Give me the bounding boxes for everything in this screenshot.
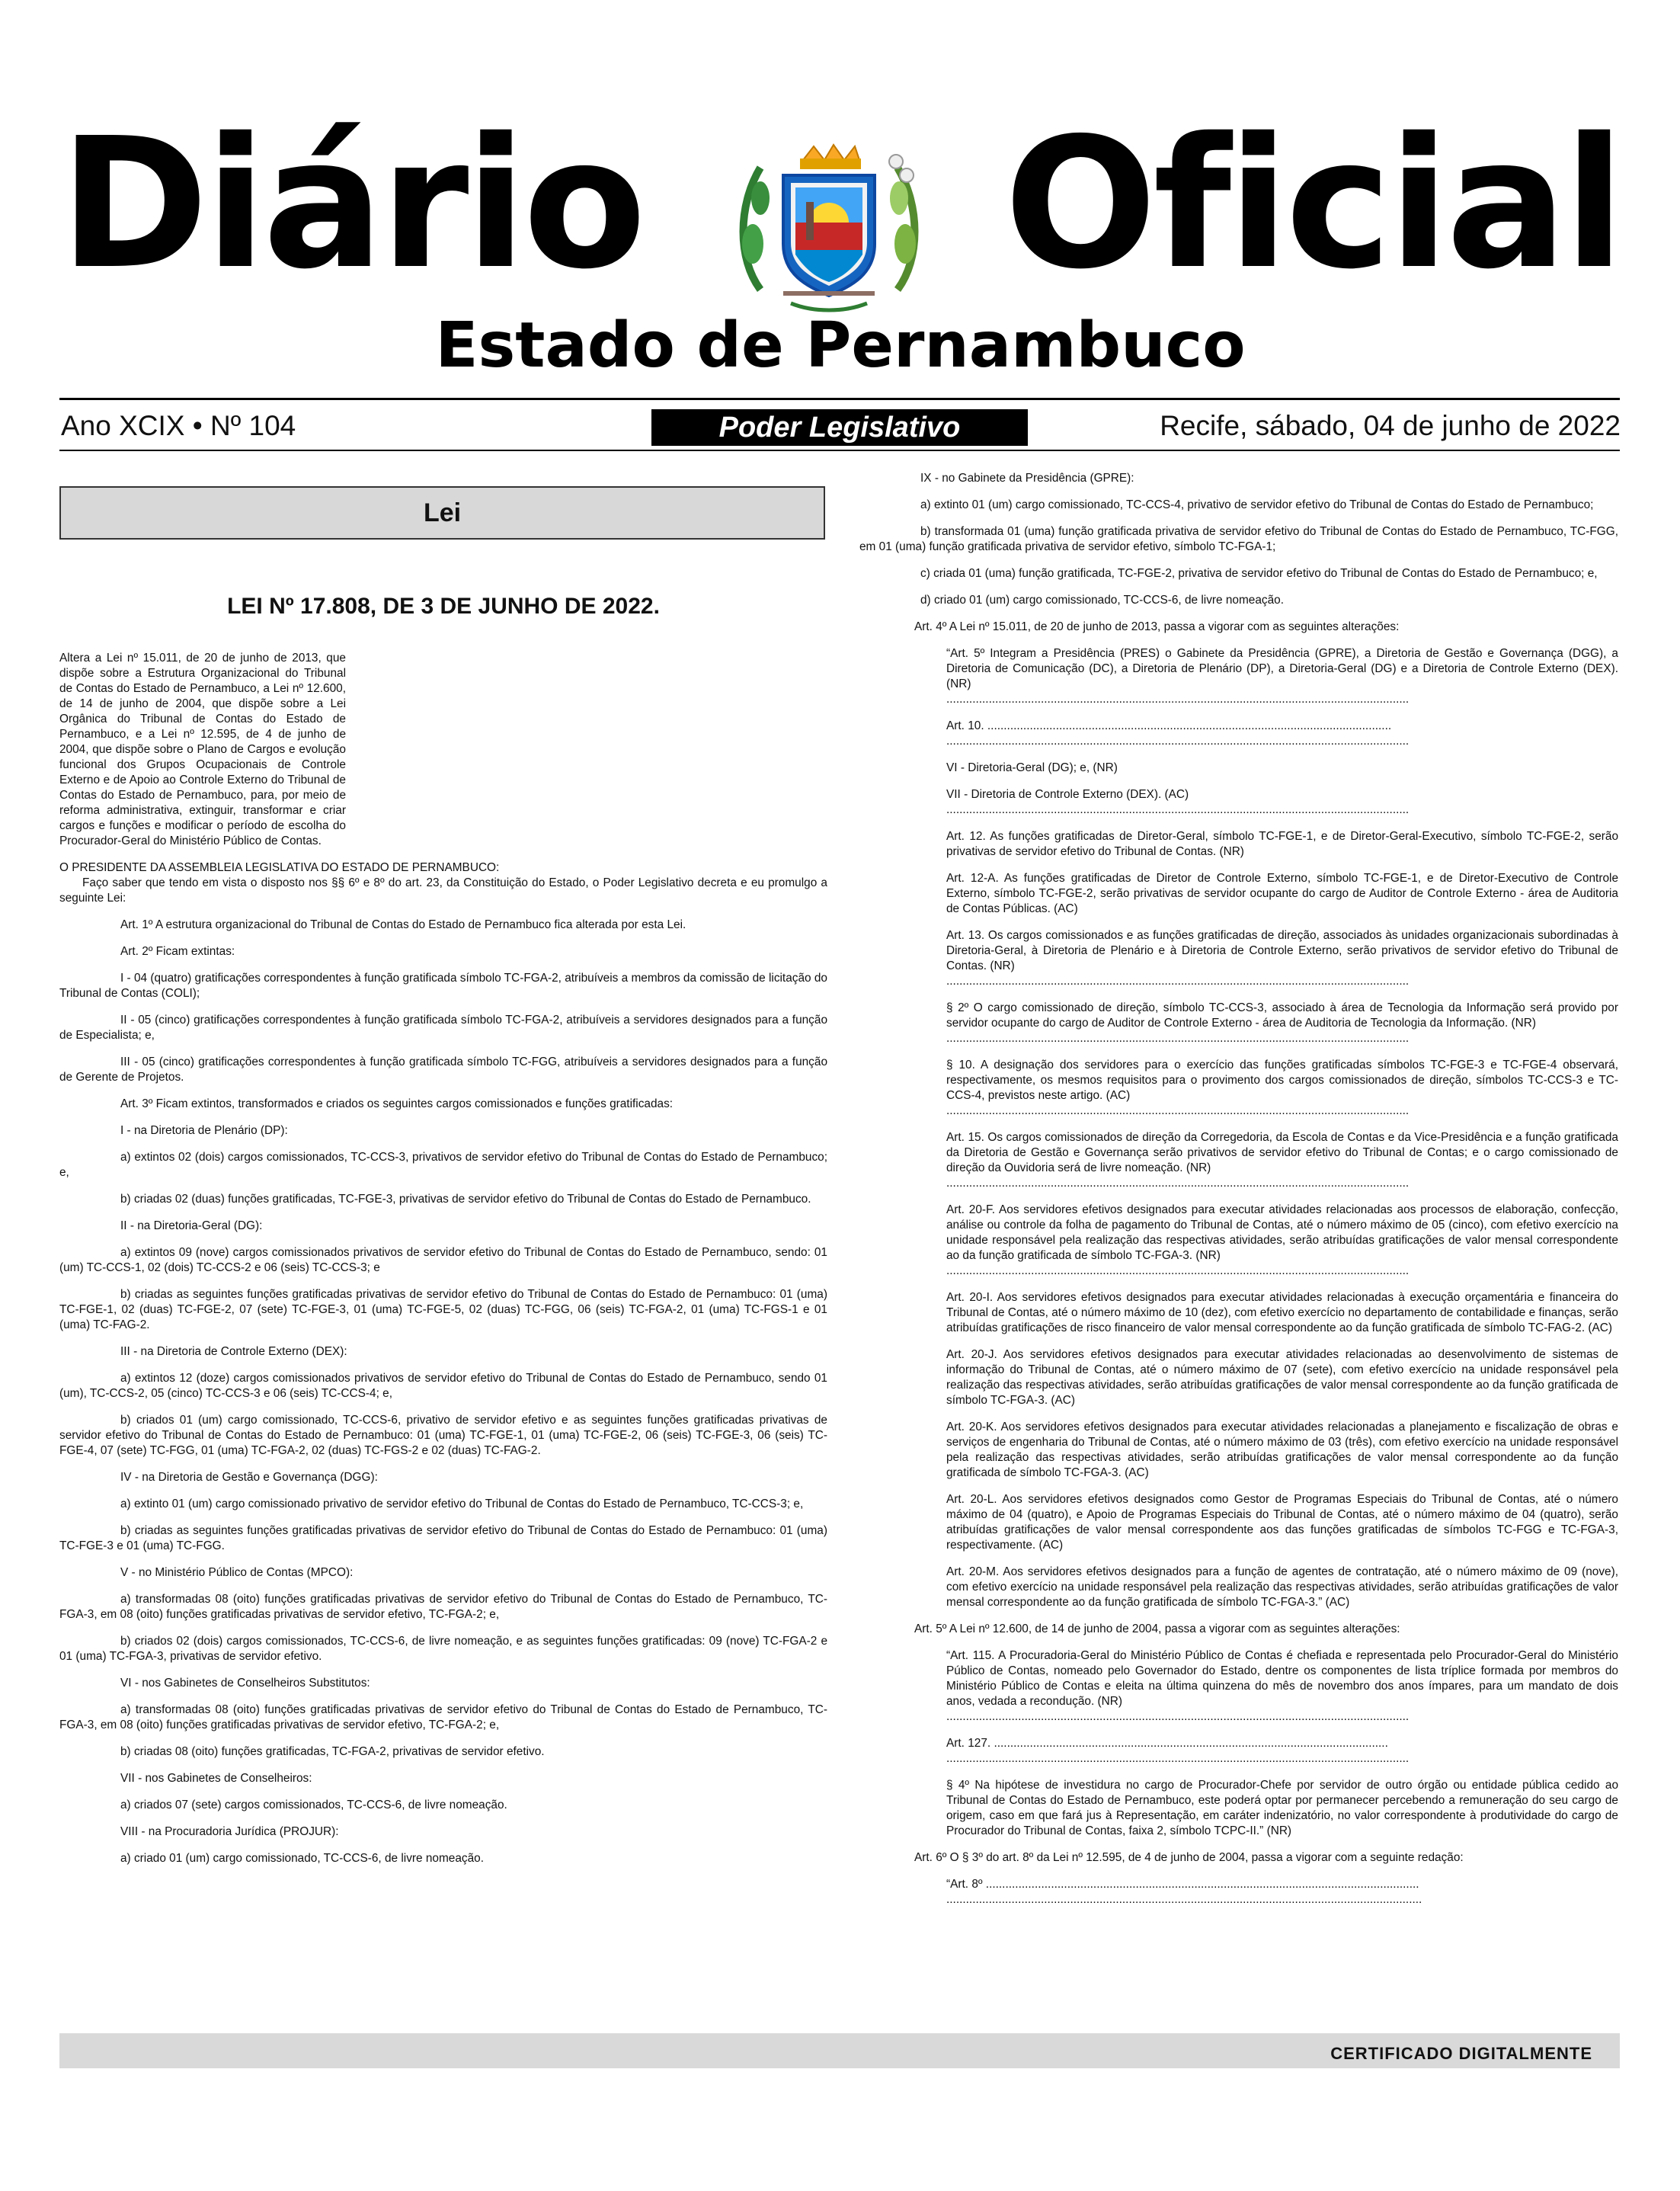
left-column bbox=[59, 471, 827, 1878]
paragraph: a) extinto 01 (um) cargo comissionado privativo de servidor efetivo do Tribunal de Contas do Estado de Pernambuco, TC-CCS-3; e, bbox=[120, 1498, 804, 1510]
quoted-article: VI - Diretoria-Geral (DG); e, (NR) bbox=[946, 761, 1118, 774]
quoted-article: Art. 15. Os cargos comissionados de direção da Corregedoria, da Escola de Contas e da Vice-Presidência e a função gratificada da Diretoria de Gestão e Governança serão privativos de servidor efetivo do Tribunal de Contas; e o cargo comissionado de direção da Ouvidoria será de livre nomeação. (NR) bbox=[946, 1131, 1618, 1174]
paragraph: II - 05 (cinco) gratificações correspondentes à função gratificada símbolo TC-FGA-2, atribuíveis a servidores designados para a função de Especialista; e, bbox=[59, 1014, 827, 1042]
paragraph: IX - no Gabinete da Presidência (GPRE): bbox=[920, 472, 1134, 485]
paragraph: Art. 6º O § 3º do art. 8º da Lei nº 12.595, de 4 de junho de 2004, passa a vigorar com a seguinte redação: bbox=[914, 1851, 1464, 1864]
ellipsis-line: .................................................................................................................................................. bbox=[946, 1893, 1422, 1906]
paragraph: Art. 1º A estrutura organizacional do Tribunal de Contas do Estado de Pernambuco fica alterada por esta Lei. bbox=[120, 918, 686, 931]
left-paragraphs bbox=[59, 918, 827, 1866]
paragraph: a) transformadas 08 (oito) funções gratificadas privativas de servidor efetivo do Tribunal de Contas do Estado de Pernambuco, TC-FGA-3, em 08 (oito) funções gratificadas privativas de servidor efetivo, TC-FGA-2; e, bbox=[59, 1703, 827, 1731]
paragraph: c) criada 01 (uma) função gratificada, TC-FGE-2, privativa de servidor efetivo do Tribunal de Contas do Estado de Pernambuco; e, bbox=[920, 567, 1598, 580]
paragraph: a) extinto 01 (um) cargo comissionado, TC-CCS-4, privativo de servidor efetivo do Tribunal de Contas do Estado de Pernambuco; bbox=[920, 498, 1594, 511]
edition-number: Ano XCIX • Nº 104 bbox=[61, 410, 296, 441]
paragraph: III - 05 (cinco) gratificações correspondentes à função gratificada símbolo TC-FGG, atribuíveis a servidores designados para a função de Gerente de Projetos. bbox=[59, 1055, 827, 1084]
right-column bbox=[859, 471, 1618, 1919]
ellipsis-line: .............................................................................................................................................. bbox=[946, 975, 1410, 988]
masthead-subtitle: Estado de Pernambuco bbox=[435, 309, 1246, 382]
law-summary: Altera a Lei nº 15.011, de 20 de junho de 2013, que dispõe sobre a Estrutura Organizacional do Tribunal de Contas do Estado de Pernambuco, a Lei nº 12.600, de 14 de junho de 2004, que dispõe sobre a Lei Orgânica do Tribunal de Contas do Estado de Pernambuco, e a Lei nº 12.595, de 4 de junho de 2004, que dispõe sobre o Plano de Cargos e evolução funcional dos Grupos Ocupacionais de Controle Externo e de Apoio ao Controle Externo do Tribunal de Contas do Estado de Pernambuco, para, por meio de reforma administrativa, extinguir, transformar e criar cargos e funções e modificar o período de escolha do Procurador-Geral do Ministério Público de Contas. bbox=[59, 652, 346, 847]
masthead-title-left: Diário bbox=[59, 99, 643, 309]
quoted-article: Art. 12-A. As funções gratificadas de Diretor de Controle Externo, símbolo TC-FGE-1, e de Diretor-Executivo de Controle Externo, símbolo TC-FGE-2, serão privativas de servidor ocupante do cargo de Auditor de Controle Externo - área de Auditoria de Contas Públicas. (AC) bbox=[946, 872, 1618, 915]
enacting-clause: Faço saber que tendo em vista o disposto nos §§ 6º e 8º do art. 23, da Constituição do Estado, o Poder Legislativo decreta e eu promulgo a seguinte Lei: bbox=[59, 876, 827, 905]
masthead bbox=[59, 99, 1621, 382]
ellipsis-line: .............................................................................................................................................. bbox=[946, 1710, 1410, 1723]
paragraph: I - 04 (quatro) gratificações correspondentes à função gratificada símbolo TC-FGA-2, atribuíveis a membros da comissão de licitação do Tribunal de Contas (COLI); bbox=[59, 972, 827, 1000]
quoted-article: VII - Diretoria de Controle Externo (DEX). (AC) bbox=[946, 788, 1189, 801]
quoted-article: Art. 20-M. Aos servidores efetivos designados para a função de agentes de contratação, até o número máximo de 09 (nove), com efetivo exercício na unidade responsável pela realização das respectivas atividades, serão atribuídas gratificações de valor mensal correspondente ao da função gratificada de símbolo TC-FGA-3.” (AC) bbox=[946, 1565, 1618, 1609]
ellipsis-line: .............................................................................................................................................. bbox=[946, 803, 1410, 816]
paragraph: IV - na Diretoria de Gestão e Governança (DGG): bbox=[120, 1471, 378, 1484]
paragraph: a) criados 07 (sete) cargos comissionados, TC-CCS-6, de livre nomeação. bbox=[120, 1799, 507, 1811]
paragraph: a) extintos 09 (nove) cargos comissionados privativos de servidor efetivo do Tribunal de Contas do Estado de Pernambuco, sendo: 01 (um) TC-CCS-1, 02 (dois) TC-CCS-2 e 06 (seis) TC-CCS-3; e bbox=[59, 1246, 827, 1274]
pernambuco-coat-of-arms-icon bbox=[730, 130, 928, 320]
quoted-article: “Art. 5º Integram a Presidência (PRES) o Gabinete da Presidência (GPRE), a Diretoria de Gestão e Governança (DGG), a Diretoria de Comunicação (DC), a Diretoria de Plenário (DP), a Diretoria-Geral (DG) e a Diretoria de Controle Externo (DEX). (NR) bbox=[946, 647, 1618, 690]
paragraph: a) criado 01 (um) cargo comissionado, TC-CCS-6, de livre nomeação. bbox=[120, 1852, 485, 1865]
paragraph: d) criado 01 (um) cargo comissionado, TC-CCS-6, de livre nomeação. bbox=[920, 594, 1285, 607]
paragraph: b) criadas as seguintes funções gratificadas privativas de servidor efetivo do Tribunal de Contas do Estado de Pernambuco: 01 (uma) TC-FGE-1, 02 (duas) TC-FGE-2, 07 (sete) TC-FGE-3, 01 (uma) TC-FGE-5, 02 (duas) TC-FGG, 06 (seis) TC-FGA-2, 01 (uma) TC-FGS-1 e 01 (uma) TC-FAG-2. bbox=[59, 1288, 827, 1331]
ellipsis-line: .............................................................................................................................................. bbox=[946, 1752, 1410, 1765]
quoted-article: § 4º Na hipótese de investidura no cargo de Procurador-Chefe por servidor de outro órgão ou entidade pública cedido ao Tribunal de Contas do Estado de Pernambuco, este poderá optar por permanecer percebendo a remuneração do seu cargo de origem, caso em que fará jus à Representação, em caráter indenizatório, no valor correspondente à produtividade do cargo de Procurador do Tribunal de Contas, faixa 2, símbolo TCPC-II.” (NR) bbox=[946, 1779, 1618, 1837]
quoted-article: § 2º O cargo comissionado de direção, símbolo TC-CCS-3, associado à área de Tecnologia da Informação será provido por servidor ocupante do cargo de Auditor de Controle Externo - área de Auditoria de Tecnologia da Informação. (NR) bbox=[946, 1001, 1618, 1030]
paragraph: b) criados 01 (um) cargo comissionado, TC-CCS-6, privativo de servidor efetivo e as seguintes funções gratificadas privativas de servidor efetivo do Tribunal de Contas do Estado de Pernambuco: 01 (uma) TC-FGE-1, 01 (uma) TC-FGE-2, 06 (seis) TC-FGE-3, 06 (seis) TC-FGE-4, 07 (sete) TC-FGG, 01 (uma) TC-FGA-2, 02 (duas) TC-FGS-2 e 02 (duas) TC-FAG-2. bbox=[59, 1414, 827, 1457]
paragraph: a) extintos 12 (doze) cargos comissionados privativos de servidor efetivo do Tribunal de Contas do Estado de Pernambuco, sendo 01 (um), TC-CCS-2, 05 (cinco) TC-CCS-3 e 06 (seis) TC-CCS-4; e, bbox=[59, 1372, 827, 1400]
quoted-article: Art. 12. As funções gratificadas de Diretor-Geral, símbolo TC-FGE-1, e de Diretor-Geral-Executivo, símbolo TC-FGE-2, serão privativas de servidor efetivo do Tribunal de Contas. (NR) bbox=[946, 830, 1618, 858]
masthead-title-right: Oficial bbox=[1003, 99, 1621, 309]
quoted-article: Art. 20-F. Aos servidores efetivos designados para executar atividades relacionadas aos processos de elaboração, confecção, análise ou controle da folha de pagamento do Tribunal de Contas, até o número máximo de 05 (cinco), com efetivo exercício na unidade responsável pela realização das respectivas atividades, serão atribuídas gratificações de valor mensal correspondente ao da função gratificada de símbolo TC-FGA-3. (NR) bbox=[946, 1203, 1618, 1262]
digital-certificate-label: CERTIFICADO DIGITALMENTE bbox=[1330, 2044, 1592, 2063]
quoted-article: Art. 20-K. Aos servidores efetivos designados para executar atividades relacionadas a planejamento e fiscalização de obras e serviços de engenharia do Tribunal de Contas, até o número máximo de 03 (três), com efetivo exercício na unidade responsável pela realização das respectivas atividades, serão atribuídas gratificações de valor mensal correspondente ao da função gratificada de símbolo TC-FGA-3. (AC) bbox=[946, 1421, 1618, 1479]
enacting-authority: O PRESIDENTE DA ASSEMBLEIA LEGISLATIVA DO ESTADO DE PERNAMBUCO: bbox=[59, 861, 500, 874]
paragraph: a) extintos 02 (dois) cargos comissionados, TC-CCS-3, privativos de servidor efetivo do Tribunal de Contas do Estado de Pernambuco; e, bbox=[59, 1151, 827, 1179]
quoted-article: Art. 127. ......................................................................................................................... bbox=[946, 1737, 1388, 1750]
quoted-article: “Art. 8º ..................................................................................................................................... bbox=[946, 1878, 1419, 1891]
section-banner: Poder Legislativo bbox=[651, 409, 1028, 446]
header-rule bbox=[59, 398, 1620, 400]
paragraph: VIII - na Procuradoria Jurídica (PROJUR): bbox=[120, 1825, 339, 1838]
paragraph: b) criadas 08 (oito) funções gratificadas, TC-FGA-2, privativas de servidor efetivo. bbox=[120, 1745, 545, 1758]
paragraph: VII - nos Gabinetes de Conselheiros: bbox=[120, 1772, 312, 1785]
quoted-article: Art. 20-L. Aos servidores efetivos designados como Gestor de Programas Especiais do Tribunal de Contas, até o número máximo de 04 (quatro), e Apoio de Programas Especiais do Tribunal de Contas, até o número máximo de 04 (quatro), serão atribuídas gratificações de valor mensal correspondente aos das funções gratificadas de símbolos TC-FGG e TC-FGA-3, respectivamente. (AC) bbox=[946, 1493, 1618, 1552]
footer-bar bbox=[59, 2033, 1620, 2068]
paragraph: V - no Ministério Público de Contas (MPCO): bbox=[120, 1566, 354, 1579]
quoted-article: Art. 10. ............................................................................................................................ bbox=[946, 719, 1392, 732]
quoted-article: § 10. A designação dos servidores para o exercício das funções gratificadas símbolos TC-FGE-3 e TC-FGE-4 observará, respectivamente, os mesmos requisitos para o provimento dos cargos comissionados de direção, símbolos TC-CCS-3 e TC-CCS-4, previstos neste artigo. (AC) bbox=[946, 1059, 1618, 1102]
paragraph: III - na Diretoria de Controle Externo (DEX): bbox=[120, 1345, 347, 1358]
quoted-article: Art. 20-I. Aos servidores efetivos designados para executar atividades relacionadas à execução orçamentária e financeira do Tribunal de Contas, até o número máximo de 10 (dez), com efetivo exercício no departamento de contabilidade e finanças, serão atribuídas gratificações de risco financeiro de valor mensal correspondente ao da função gratificada de símbolo TC-FAG-2. (AC) bbox=[946, 1291, 1618, 1334]
quoted-article: Art. 20-J. Aos servidores efetivos designados para executar atividades relacionadas ao desenvolvimento de sistemas de informação do Tribunal de Contas, até o número máximo de 07 (sete), com efetivo exercício na unidade responsável pela realização das respectivas atividades, serão atribuídas gratificações de valor mensal correspondente ao da função gratificada de símbolo TC-FGA-3. (AC) bbox=[946, 1348, 1618, 1407]
paragraph: Art. 4º A Lei nº 15.011, de 20 de junho de 2013, passa a vigorar com as seguintes alterações: bbox=[914, 620, 1400, 633]
paragraph: I - na Diretoria de Plenário (DP): bbox=[120, 1124, 288, 1137]
quoted-article: Art. 13. Os cargos comissionados e as funções gratificadas de direção, associados às unidades organizacionais subordinadas à Diretoria-Geral, à Diretoria de Plenário e à Diretoria de Controle Externo, serão privativos de servidor efetivo do Tribunal de Contas. (NR) bbox=[946, 929, 1618, 972]
paragraph: VI - nos Gabinetes de Conselheiros Substitutos: bbox=[120, 1677, 370, 1690]
paragraph: a) transformadas 08 (oito) funções gratificadas privativas de servidor efetivo do Tribunal de Contas do Estado de Pernambuco, TC-FGA-3, em 08 (oito) funções gratificadas privativas de servidor efetivo, TC-FGA-2; e, bbox=[59, 1593, 827, 1621]
paragraph: b) criadas 02 (duas) funções gratificadas, TC-FGE-3, privativas de servidor efetivo do Tribunal de Contas do Estado de Pernambuco. bbox=[120, 1193, 811, 1206]
ellipsis-line: .............................................................................................................................................. bbox=[946, 1104, 1410, 1117]
quoted-article: “Art. 115. A Procuradoria-Geral do Ministério Público de Contas é chefiada e representada pelo Procurador-Geral do Ministério Público de Contas, nomeado pelo Governador do Estado, dentre os componentes de lista tríplice formada por membros do Ministério Público de Contas e eleita na última quinzena do mês de novembro dos anos ímpares, para um mandato de dois anos, vedada a recondução. (NR) bbox=[946, 1649, 1618, 1708]
issue-date: Recife, sábado, 04 de junho de 2022 bbox=[1160, 410, 1621, 441]
law-title: LEI Nº 17.808, DE 3 DE JUNHO DE 2022. bbox=[227, 594, 660, 619]
paragraph: b) criadas as seguintes funções gratificadas privativas de servidor efetivo do Tribunal de Contas do Estado de Pernambuco: 01 (uma) TC-FGE-3 e 01 (uma) TC-FGG. bbox=[59, 1524, 827, 1552]
paragraph: Art. 2º Ficam extintas: bbox=[120, 945, 235, 958]
section-box-lei: Lei bbox=[59, 486, 825, 540]
header-rule-bottom bbox=[59, 450, 1620, 451]
paragraph: II - na Diretoria-Geral (DG): bbox=[120, 1219, 263, 1232]
paragraph: b) criados 02 (dois) cargos comissionados, TC-CCS-6, de livre nomeação, e as seguintes funções gratificadas: 09 (nove) TC-FGA-2 e 01 (uma) TC-FGA-3, privativas de servidor efetivo. bbox=[59, 1635, 827, 1663]
ellipsis-line: .............................................................................................................................................. bbox=[946, 693, 1410, 706]
paragraph: Art. 5º A Lei nº 12.600, de 14 de junho de 2004, passa a vigorar com as seguintes alterações: bbox=[914, 1622, 1400, 1635]
ellipsis-line: .............................................................................................................................................. bbox=[946, 1032, 1410, 1045]
ellipsis-line: .............................................................................................................................................. bbox=[946, 1177, 1410, 1190]
paragraph: Art. 3º Ficam extintos, transformados e criados os seguintes cargos comissionados e funções gratificadas: bbox=[120, 1097, 674, 1110]
paragraph: b) transformada 01 (uma) função gratificada privativa de servidor efetivo do Tribunal de Contas do Estado de Pernambuco, TC-FGG, em 01 (uma) função gratificada privativa de servidor efetivo, símbolo TC-FGA-1; bbox=[859, 525, 1618, 553]
ellipsis-line: .............................................................................................................................................. bbox=[946, 1264, 1410, 1277]
ellipsis-line: .............................................................................................................................................. bbox=[946, 735, 1410, 748]
